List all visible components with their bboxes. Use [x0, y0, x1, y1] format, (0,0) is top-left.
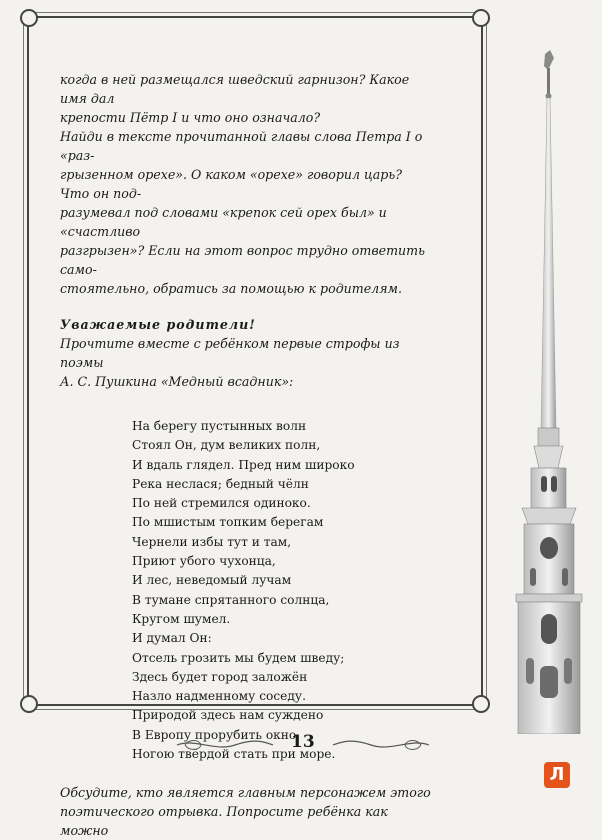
parents-heading: Уважаемые родители!	[60, 317, 256, 332]
poem-line: Кругом шумел.	[132, 611, 231, 626]
text-line: когда в ней размещался шведский гарнизон? Какое имя дал	[60, 72, 410, 106]
poem-line: В тумане спрятанного солнца,	[132, 592, 330, 607]
text-line: А. С. Пушкина «Медный всадник»:	[60, 374, 294, 389]
text-line: стоятельно, обратись за помощью к родителям.	[60, 281, 402, 296]
poem-line: Приют убого чухонца,	[132, 554, 276, 569]
poem-line: На берегу пустынных волн	[132, 419, 307, 433]
publisher-logo: Л	[544, 762, 570, 788]
text-line: грызенном орехе». О каком «орехе» говорил царь? Что он под-	[60, 167, 402, 201]
discussion-paragraph	[60, 783, 434, 840]
poem-line: Назло надменному соседу.	[132, 689, 306, 704]
flourish-right-icon	[331, 736, 431, 754]
poem-line: И лес, неведомый лучам	[132, 573, 292, 588]
frame-corner-ornament	[20, 695, 38, 713]
text-line: Прочтите вместе с ребёнком первые строфы из поэмы	[60, 336, 400, 370]
poem-line: Здесь будет город заложён	[132, 669, 308, 684]
poem-line: В Европу прорубить окно,	[132, 727, 301, 742]
intro-paragraph	[60, 70, 434, 298]
poem-line: Стоял Он, дум великих полн,	[132, 438, 321, 453]
poem	[132, 417, 434, 764]
frame-corner-ornament	[472, 695, 490, 713]
text-line: Найди в тексте прочитанной главы слова Петра I о «раз-	[60, 129, 423, 163]
page-content	[60, 70, 434, 840]
flourish-left-icon	[175, 736, 275, 754]
text-line: разумевал под словами «крепок сей орех был» и «счастливо	[60, 205, 387, 239]
cathedral-spire-icon	[496, 48, 602, 734]
poem-line: Чернели избы тут и там,	[132, 534, 292, 549]
poem-line: Природой здесь нам суждено	[132, 708, 324, 723]
poem-line: И вдаль глядел. Пред ним широко	[132, 457, 355, 472]
text-line: Обсудите, кто является главным персонажем этого	[60, 785, 431, 801]
instruction-paragraph	[60, 334, 434, 391]
frame-corner-ornament	[20, 9, 38, 27]
poem-line: По ней стремился одиноко.	[132, 496, 311, 511]
text-line: поэтического отрывка. Попросите ребёнка как можно	[60, 804, 388, 839]
poem-line: Отсель грозить мы будем шведу;	[132, 650, 345, 665]
frame-corner-ornament	[472, 9, 490, 27]
page-footer	[175, 730, 431, 760]
spire-illustration	[496, 48, 602, 734]
poem-line: По мшистым топким берегам	[132, 515, 324, 530]
text-line: разгрызен»? Если на этот вопрос трудно ответить само-	[60, 243, 425, 277]
poem-line: Ногою твёрдой стать при море.	[132, 747, 336, 762]
poem-line: И думал Он:	[132, 631, 212, 646]
page-number: 13	[291, 732, 315, 752]
text-line: крепости Пётр I и что оно означало?	[60, 110, 321, 125]
poem-line: Река неслася; бедный чёлн	[132, 476, 309, 491]
